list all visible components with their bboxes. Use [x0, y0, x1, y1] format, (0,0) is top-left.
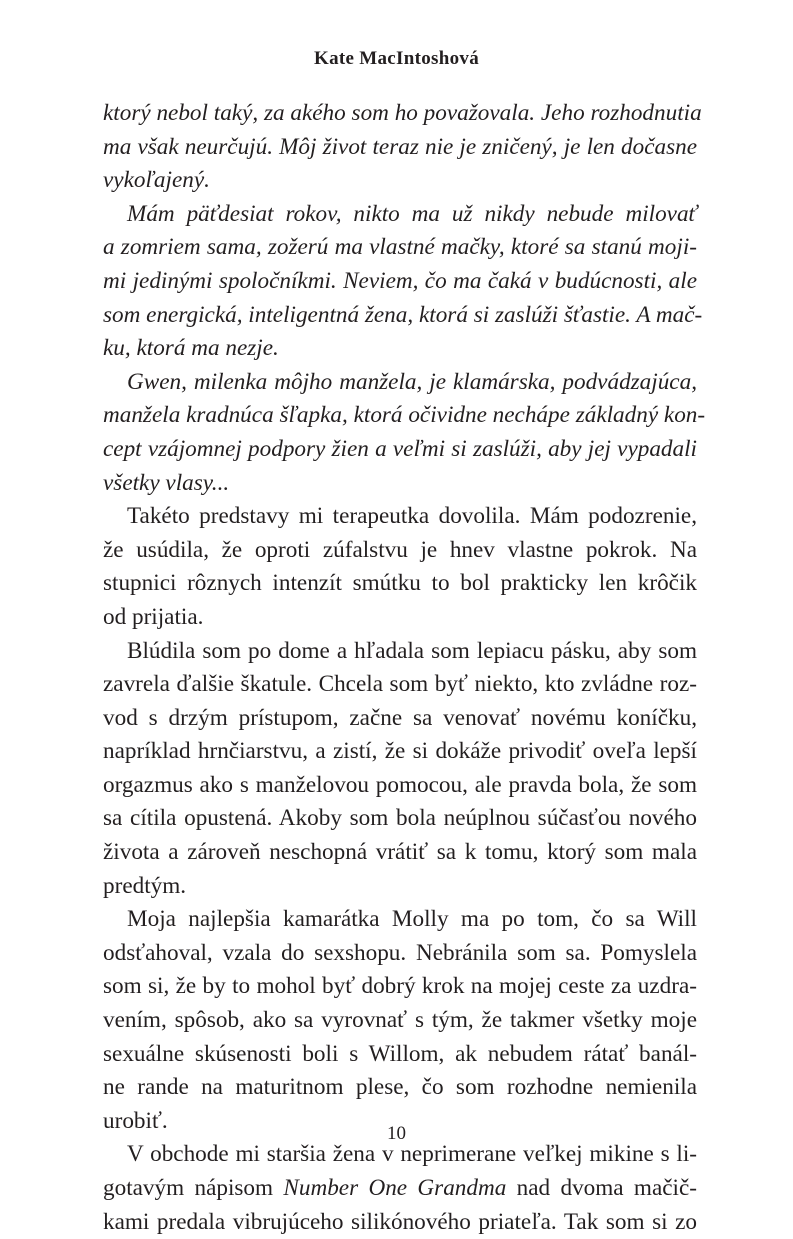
- text-segment: nad dvoma mačič-: [506, 1175, 698, 1201]
- page-number: 10: [387, 1123, 406, 1144]
- text-line: [103, 299, 703, 333]
- text-segment: od prijatia.: [103, 603, 204, 630]
- italic-text-segment: všetky vlasy...: [103, 469, 230, 496]
- text-line: [103, 1071, 697, 1105]
- text-line: [103, 433, 697, 467]
- italic-text-segment: som energická, inteligentná žena, ktorá si zaslúži šťastie. A mač-: [103, 301, 703, 328]
- text-line: [103, 500, 697, 534]
- body-text: [103, 97, 706, 1239]
- text-segment: Moja najlepšia kamarátka Molly ma po tom, čo sa Will: [127, 906, 697, 933]
- text-line: [103, 1004, 697, 1038]
- text-segment: života a zároveň neschopná vrátiť sa k tomu, ktorý som mala: [103, 839, 697, 866]
- text-line: [103, 534, 697, 568]
- text-line: [103, 836, 697, 870]
- italic-text-segment: Mám päťdesiat rokov, nikto ma už nikdy nebude milovať: [127, 200, 697, 227]
- italic-text-segment: vykoľajený.: [103, 167, 210, 194]
- text-line: [103, 164, 697, 198]
- text-line: [103, 937, 697, 971]
- text-line: [103, 702, 697, 736]
- italic-text-segment: ma však neurčujú. Môj život teraz nie je zničený, je len dočasne: [103, 133, 697, 160]
- text-line: [103, 769, 697, 803]
- text-segment: vením, spôsob, ako sa vyrovnať s tým, že takmer všetky moje: [103, 1007, 697, 1034]
- text-line: [103, 467, 697, 501]
- text-line: [103, 332, 697, 366]
- text-segment: odsťahoval, vzala do sexshopu. Nebránila som sa. Pomyslela: [103, 939, 697, 966]
- italic-text-segment: a zomriem sama, zožerú ma vlastné mačky, ktoré sa stanú moji-: [103, 234, 697, 261]
- text-segment: gotavým nápisom: [103, 1175, 284, 1201]
- italic-text-segment: cept vzájomnej podpory žien a veľmi si zaslúži, aby jej vypadali: [103, 435, 697, 462]
- italic-text-segment: ktorý nebol taký, za akého som ho považovala. Jeho rozhodnutia: [103, 100, 702, 126]
- text-line: [103, 1038, 697, 1072]
- text-line: [103, 735, 697, 769]
- text-line: [103, 970, 697, 1004]
- text-segment: vod s drzým prístupom, začne sa venovať novému koníčku,: [103, 704, 697, 731]
- text-segment: sa cítila opustená. Akoby som bola neúplnou súčasťou nového: [103, 805, 697, 832]
- italic-text-segment: ku, ktorá ma nezje.: [103, 335, 279, 362]
- text-line: [103, 131, 697, 165]
- italic-text-segment: Gwen, milenka môjho manžela, je klamárska, podvádzajúca,: [127, 368, 697, 395]
- italic-text-segment: Number One Grandma: [283, 1175, 507, 1201]
- text-segment: sexuálne skúsenosti boli s Willom, ak nebudem rátať banál-: [103, 1040, 697, 1067]
- text-segment: Takéto predstavy mi terapeutka dovolila. Mám podozrenie,: [127, 503, 697, 530]
- text-segment: urobiť.: [103, 1107, 168, 1134]
- text-segment: ne rande na maturitnom plese, čo som rozhodne nemienila: [103, 1074, 697, 1101]
- text-segment: stupnici rôznych intenzít smútku to bol prakticky len krôčik: [103, 570, 697, 597]
- text-line: [103, 97, 702, 131]
- text-line: [103, 567, 697, 601]
- italic-text-segment: mi jedinými spoločníkmi. Neviem, čo ma čaká v budúcnosti, ale: [103, 267, 697, 294]
- text-segment: že usúdila, že oproti zúfalstvu je hnev vlastne pokrok. Na: [103, 536, 697, 563]
- text-line: [103, 399, 706, 433]
- text-segment: orgazmus ako s manželovou pomocou, ale pravda bola, že som: [103, 771, 697, 798]
- text-segment: napríklad hrnčiarstvu, a zistí, že si dokáže privodiť oveľa lepší: [103, 738, 697, 765]
- text-segment: kami predala vibrujúceho silikónového priateľa. Tak som si zo: [103, 1208, 697, 1235]
- text-segment: zavrela ďalšie škatule. Chcela som byť niekto, kto zvládne roz-: [103, 671, 697, 698]
- text-line: [103, 231, 697, 265]
- text-line: [103, 1206, 697, 1239]
- text-line: [103, 601, 697, 635]
- text-line: [103, 198, 697, 232]
- text-line: [103, 635, 697, 669]
- text-segment: Blúdila som po dome a hľadala som lepiacu pásku, aby som: [127, 637, 697, 664]
- text-segment: som si, že by to mohol byť dobrý krok na mojej ceste za uzdra-: [103, 973, 697, 1000]
- italic-text-segment: manžela kradnúca šľapka, ktorá očividne nechápe základný kon-: [103, 402, 706, 429]
- text-line: [103, 366, 697, 400]
- text-segment: V obchode mi staršia žena v neprimerane veľkej mikine s li-: [127, 1141, 697, 1168]
- text-line: [103, 802, 697, 836]
- text-line: [103, 903, 697, 937]
- text-line: [103, 1172, 697, 1206]
- text-line: [103, 265, 697, 299]
- text-line: [103, 870, 697, 904]
- text-segment: predtým.: [103, 872, 187, 899]
- running-head: Kate MacIntoshová: [313, 48, 479, 69]
- text-line: [103, 668, 697, 702]
